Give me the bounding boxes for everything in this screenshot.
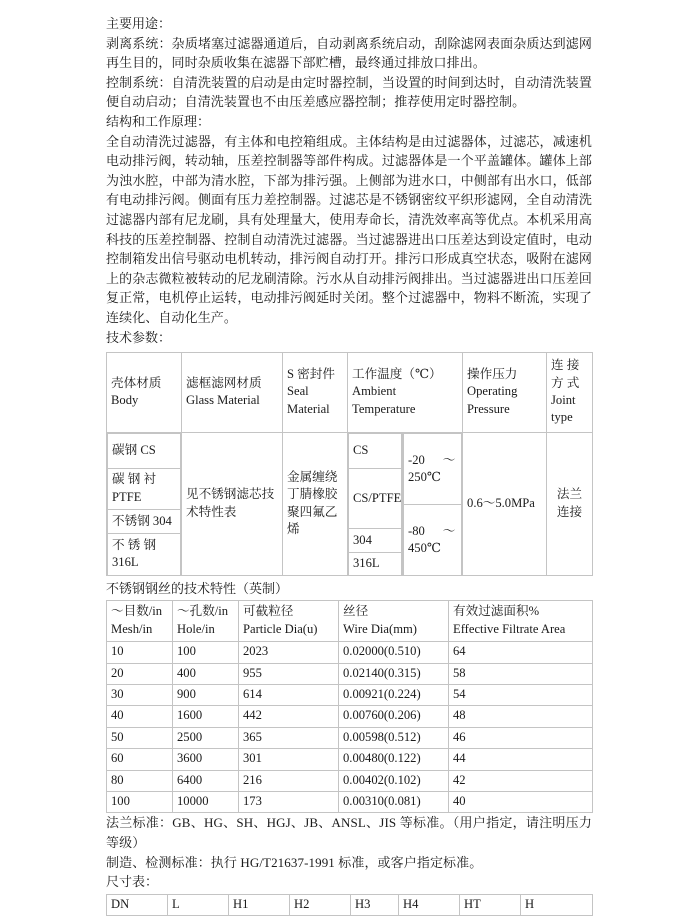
cell-hole: 100 bbox=[173, 642, 239, 663]
temperature-materials-list bbox=[348, 433, 402, 575]
cell-hole: 900 bbox=[173, 684, 239, 705]
manufacture-standard-paragraph: 制造、检测标准：执行 HG/T21637-1991 标准，或客户指定标准。 bbox=[106, 854, 483, 870]
header-cn: 丝径 bbox=[343, 604, 369, 619]
cell-operating-pressure: 0.6～5.0MPa bbox=[463, 432, 547, 575]
table-row bbox=[107, 642, 593, 663]
header-cn: 工作温度（℃） bbox=[352, 366, 442, 381]
cell-mesh: 60 bbox=[107, 749, 173, 770]
cell-particle: 614 bbox=[239, 684, 339, 705]
flange-standard-paragraph: 法兰标准：GB、HG、SH、HGJ、JB、ANSL、JIS 等标准。（用户指定，请注明压力等级） bbox=[106, 815, 592, 850]
table-header-row bbox=[107, 894, 593, 915]
header-operating-pressure bbox=[463, 353, 547, 433]
cell-mesh: 50 bbox=[107, 727, 173, 748]
header-en: Glass Material bbox=[186, 392, 260, 407]
wire-spec-label: 不锈钢钢丝的技术特性（英制） bbox=[106, 580, 289, 596]
temperature-range-item bbox=[404, 505, 462, 575]
temperature-ranges-list bbox=[403, 433, 462, 575]
cell-wire: 0.00760(0.206) bbox=[339, 706, 449, 727]
header-particle-dia bbox=[239, 601, 339, 642]
body-materials-list bbox=[107, 433, 181, 575]
header-en: Particle Dia(u) bbox=[243, 621, 318, 636]
cell-area: 48 bbox=[449, 706, 593, 727]
header-cn: 有效过滤面积% bbox=[453, 604, 540, 619]
cell-joint-type: 法兰连接 bbox=[547, 432, 593, 575]
temperature-high: 450℃ bbox=[408, 541, 441, 555]
cell-particle: 955 bbox=[239, 663, 339, 684]
tilde-symbol: ～ bbox=[442, 452, 456, 467]
temperature-high: 250℃ bbox=[408, 470, 441, 484]
document-content bbox=[106, 14, 592, 916]
table-row bbox=[107, 770, 593, 791]
cell-area: 42 bbox=[449, 770, 593, 791]
header-en: Effective Filtrate Area bbox=[453, 621, 566, 636]
cell-particle: 216 bbox=[239, 770, 339, 791]
cell-temperature-ranges bbox=[403, 432, 463, 575]
cell-area: 58 bbox=[449, 663, 593, 684]
header-dn: DN bbox=[107, 894, 168, 915]
header-seal-material bbox=[283, 353, 348, 433]
tech-params-table bbox=[106, 352, 593, 576]
cell-hole: 6400 bbox=[173, 770, 239, 791]
header-hole-per-inch bbox=[173, 601, 239, 642]
body-material-item: 不 锈 钢 316L bbox=[108, 533, 181, 575]
header-h1: H1 bbox=[229, 894, 290, 915]
header-en: Seal Material bbox=[287, 384, 330, 416]
temperature-material-item: 304 bbox=[349, 528, 402, 552]
cell-wire: 0.00598(0.512) bbox=[339, 727, 449, 748]
cell-body-materials bbox=[107, 432, 182, 575]
temperature-material-item: CS bbox=[349, 433, 402, 468]
temperature-range-item bbox=[404, 433, 462, 505]
cell-seal-material: 金属缠绕丁腈橡胶聚四氟乙烯 bbox=[283, 432, 348, 575]
table-row bbox=[107, 684, 593, 705]
header-en: Body bbox=[111, 392, 139, 407]
header-h4: H4 bbox=[399, 894, 460, 915]
cell-wire: 0.00310(0.081) bbox=[339, 791, 449, 812]
table-row bbox=[107, 706, 593, 727]
temperature-range-low-line bbox=[408, 452, 457, 469]
cell-hole: 3600 bbox=[173, 749, 239, 770]
table-header-row bbox=[107, 353, 593, 433]
table-row bbox=[107, 663, 593, 684]
header-wire-dia bbox=[339, 601, 449, 642]
body-material-item: 不锈钢 304 bbox=[108, 509, 181, 533]
cell-mesh: 30 bbox=[107, 684, 173, 705]
cell-mesh: 40 bbox=[107, 706, 173, 727]
cell-particle: 442 bbox=[239, 706, 339, 727]
cell-area: 40 bbox=[449, 791, 593, 812]
table-data-row bbox=[107, 432, 593, 575]
header-ht: HT bbox=[460, 894, 521, 915]
header-h: H bbox=[521, 894, 593, 915]
header-glass-material bbox=[182, 353, 283, 433]
header-en: Hole/in bbox=[177, 621, 215, 636]
cell-area: 44 bbox=[449, 749, 593, 770]
cell-hole: 400 bbox=[173, 663, 239, 684]
cell-area: 54 bbox=[449, 684, 593, 705]
cell-area: 64 bbox=[449, 642, 593, 663]
header-cn: 可截粒径 bbox=[243, 604, 294, 619]
cell-particle: 2023 bbox=[239, 642, 339, 663]
header-effective-area bbox=[449, 601, 593, 642]
header-cn: 操作压力 bbox=[467, 366, 518, 381]
header-cn: S 密封件 bbox=[287, 366, 335, 381]
control-system-paragraph: 控制系统：自清洗装置的启动是由定时器控制，当设置的时间到达时，自动清洗装置便自动启动；自清洗装置也不由压差感应器控制；推荐使用定时器控制。 bbox=[106, 74, 592, 110]
cell-mesh: 10 bbox=[107, 642, 173, 663]
cell-particle: 365 bbox=[239, 727, 339, 748]
mesh-spec-table bbox=[106, 600, 593, 813]
header-joint-type bbox=[547, 353, 593, 433]
table-header-row bbox=[107, 601, 593, 642]
header-h2: H2 bbox=[290, 894, 351, 915]
temperature-material-item: CS/PTFE bbox=[349, 468, 402, 528]
header-ambient-temperature bbox=[348, 353, 463, 433]
cell-hole: 10000 bbox=[173, 791, 239, 812]
cell-glass-material: 见不锈钢滤芯技术特性表 bbox=[182, 432, 283, 575]
temperature-low: -80 bbox=[408, 523, 425, 538]
header-cn: 滤框滤网材质 bbox=[186, 375, 262, 390]
structure-principle-label: 结构和工作原理： bbox=[106, 113, 211, 129]
header-h3: H3 bbox=[351, 894, 399, 915]
header-mesh-per-inch bbox=[107, 601, 173, 642]
cell-particle: 301 bbox=[239, 749, 339, 770]
temperature-material-item: 316L bbox=[349, 552, 402, 575]
cell-wire: 0.00921(0.224) bbox=[339, 684, 449, 705]
header-cn: ～目数/in bbox=[111, 604, 163, 619]
header-body-material bbox=[107, 353, 182, 433]
header-en: Joint type bbox=[551, 392, 576, 425]
header-en: Ambient Temperature bbox=[352, 384, 416, 416]
main-use-label: 主要用途： bbox=[106, 16, 172, 31]
cell-wire: 0.00480(0.122) bbox=[339, 749, 449, 770]
tilde-symbol: ～ bbox=[442, 523, 456, 538]
dimension-table bbox=[106, 894, 593, 916]
body-material-item: 碳 钢 衬 PTFE bbox=[108, 468, 181, 509]
header-cn: 连 接 方 式 bbox=[551, 358, 580, 390]
cell-hole: 1600 bbox=[173, 706, 239, 727]
header-l: L bbox=[168, 894, 229, 915]
cell-hole: 2500 bbox=[173, 727, 239, 748]
header-en: Mesh/in bbox=[111, 621, 153, 636]
cell-mesh: 80 bbox=[107, 770, 173, 791]
header-cn: 壳体材质 bbox=[111, 375, 162, 390]
cell-wire: 0.02140(0.315) bbox=[339, 663, 449, 684]
header-cn: ～孔数/in bbox=[177, 604, 229, 619]
cell-mesh: 20 bbox=[107, 663, 173, 684]
header-en: Operating Pressure bbox=[467, 384, 518, 416]
temperature-range-low-line bbox=[408, 523, 457, 540]
dimensions-label: 尺寸表： bbox=[106, 874, 159, 890]
cell-mesh: 100 bbox=[107, 791, 173, 812]
tech-params-label: 技术参数： bbox=[106, 329, 172, 345]
table-row bbox=[107, 727, 593, 748]
cell-temperature-materials bbox=[348, 432, 403, 575]
table-row bbox=[107, 749, 593, 770]
structure-principle-paragraph: 全自动清洗过滤器，有主体和电控箱组成。主体结构是由过滤器体，过滤芯，减速机电动排污阀，转动轴，压差控制器等部件构成。过滤器体是一个平盖罐体。罐体上部为浊水腔，中部为清水腔，下部为排污强。上侧部为进水口，中侧部有出水口，低部有电动排污阀。侧面有压力差控制器。过滤芯是不锈钢密纹平织形滤网，全自动清洗过滤器内部有尼龙刷，具有处理量大，使用寿命长，清洗效率高等优点。本机采用高科技的压差控制器、控制自动清洗过滤器。当过滤器进出口压差达到设定值时，电动控制箱发出信号驱动电机转动，排污阀自动打开。排污口形成真空状态，吸附在滤网上的杂志微粒被转动的尼龙刷清除。污水从自动排污阀排出。当过滤器进出口压差回复正常，电机停止运转，电动排污阀延时关闭。整个过滤器中，物料不断流，实现了连续化、自动化生产。 bbox=[106, 133, 592, 325]
cell-particle: 173 bbox=[239, 791, 339, 812]
table-row bbox=[107, 791, 593, 812]
temperature-low: -20 bbox=[408, 452, 425, 467]
cell-wire: 0.00402(0.102) bbox=[339, 770, 449, 791]
cell-wire: 0.02000(0.510) bbox=[339, 642, 449, 663]
cell-area: 46 bbox=[449, 727, 593, 748]
header-en: Wire Dia(mm) bbox=[343, 621, 417, 636]
body-material-item: 碳钢 CS bbox=[108, 433, 181, 468]
stripping-system-paragraph: 剥离系统：杂质堵塞过滤器通道后，自动剥离系统启动，刮除滤网表面杂质达到滤网再生目的，同时杂质收集在滤器下部贮槽，最终通过排放口排出。 bbox=[106, 35, 592, 71]
